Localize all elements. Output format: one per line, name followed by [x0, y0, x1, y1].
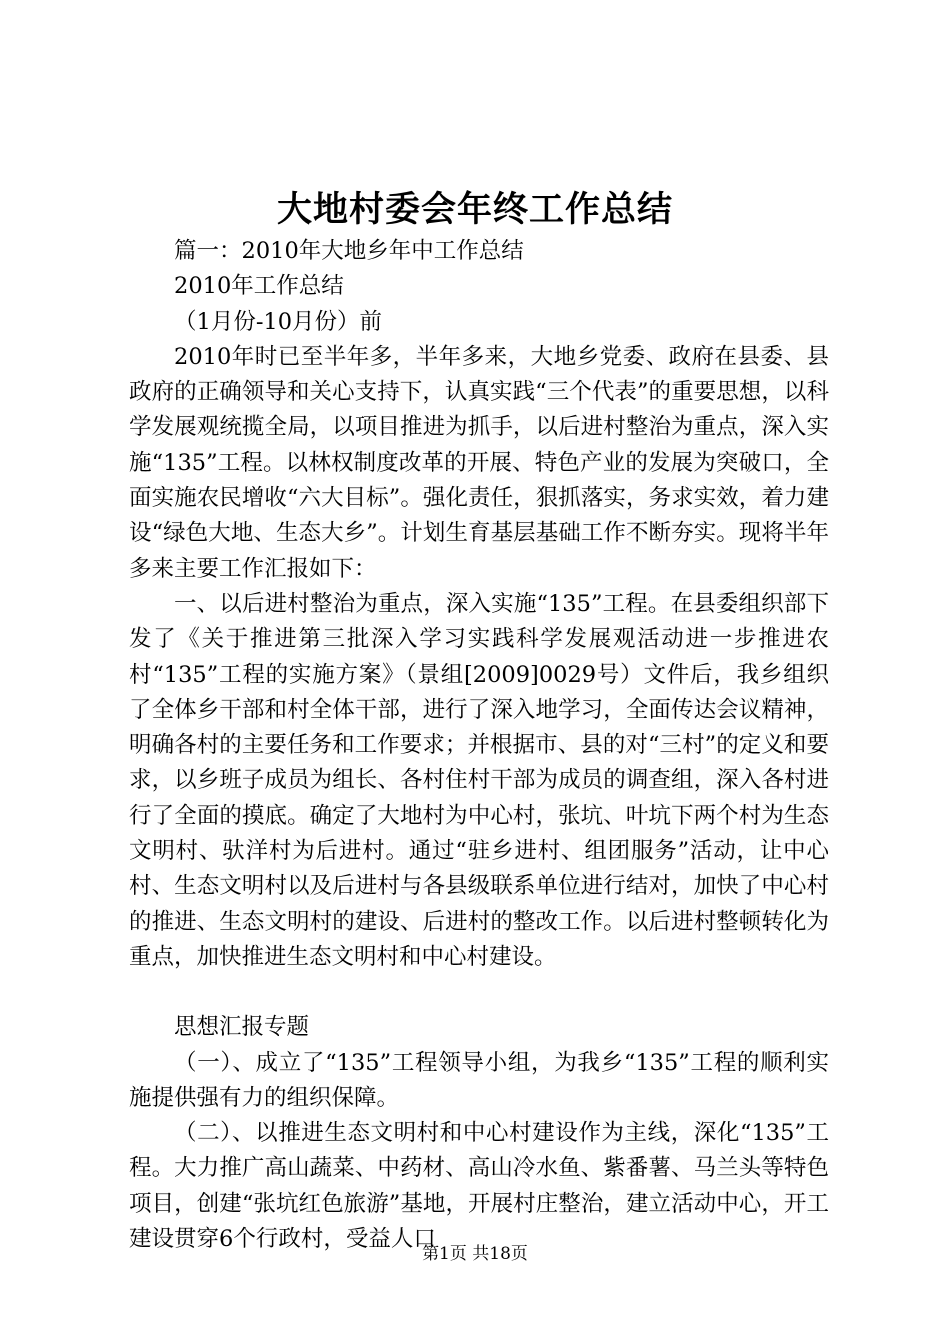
paragraph-gap	[129, 975, 829, 1010]
document-body	[129, 234, 829, 1257]
page-number-footer: 第1页 共18页	[422, 1244, 528, 1264]
paragraph-intro: 2010年时已至半年多，半年多来，大地乡党委、政府在县委、县政府的正确领导和关心支持下，认真实践“三个代表”的重要思想，以科学发展观统揽全局，以项目推进为抓手，以后进村整治为重点，深入实施“135”工程。以林权制度改革的开展、特色产业的发展为突破口，全面实施农民增收“六大目标”。强化责任，狠抓落实，务求实效，着力建设“绿色大地、生态大乡”。计划生育基层基础工作不断夯实。现将半年多来主要工作汇报如下：	[129, 343, 829, 582]
paragraph-item-two: （二）、以推进生态文明村和中心村建设作为主线，深化“135”工程。大力推广高山蔬菜、中药材、高山冷水鱼、紫番薯、马兰头等特色项目，创建“张坑红色旅游”基地，开展村庄整治，建立活动中心，开工建设贯穿6个行政村，受益人口	[129, 1120, 829, 1253]
paragraph-section-one: 一、以后进村整治为重点，深入实施“135”工程。在县委组织部下发了《关于推进第三批深入学习实践科学发展观活动进一步推进农村“135”工程的实施方案》（景组[2009]0029号）文件后，我乡组织了全体乡干部和村全体干部，进行了深入地学习，全面传达会议精神，明确各村的主要任务和工作要求；并根据市、县的对“三村”的定义和要求，以乡班子成员为组长、各村住村干部为成员的调查组，深入各村进行了全面的摸底。确定了大地村为中心村，张坑、叶坑下两个村为生态文明村、驮洋村为后进村。通过“驻乡进村、组团服务”活动，让中心村、生态文明村以及后进村与各县级联系单位进行结对，加快了中心村的推进、生态文明村的建设、后进村的整改工作。以后进村整顿转化为重点，加快推进生态文明村和中心村建设。	[129, 590, 829, 970]
subtitle-line: 篇一：2010年大地乡年中工作总结	[174, 238, 524, 264]
heading-line: 2010年工作总结	[174, 273, 344, 300]
date-range-line: （1月份-10月份）前	[174, 308, 383, 335]
paragraph-item-one: （一）、成立了“135”工程领导小组，为我乡“135”工程的顺利实施提供强有力的组织保障。	[129, 1049, 829, 1111]
section-label: 思想汇报专题	[174, 1014, 310, 1041]
document-title: 大地村委会年终工作总结	[276, 189, 673, 230]
